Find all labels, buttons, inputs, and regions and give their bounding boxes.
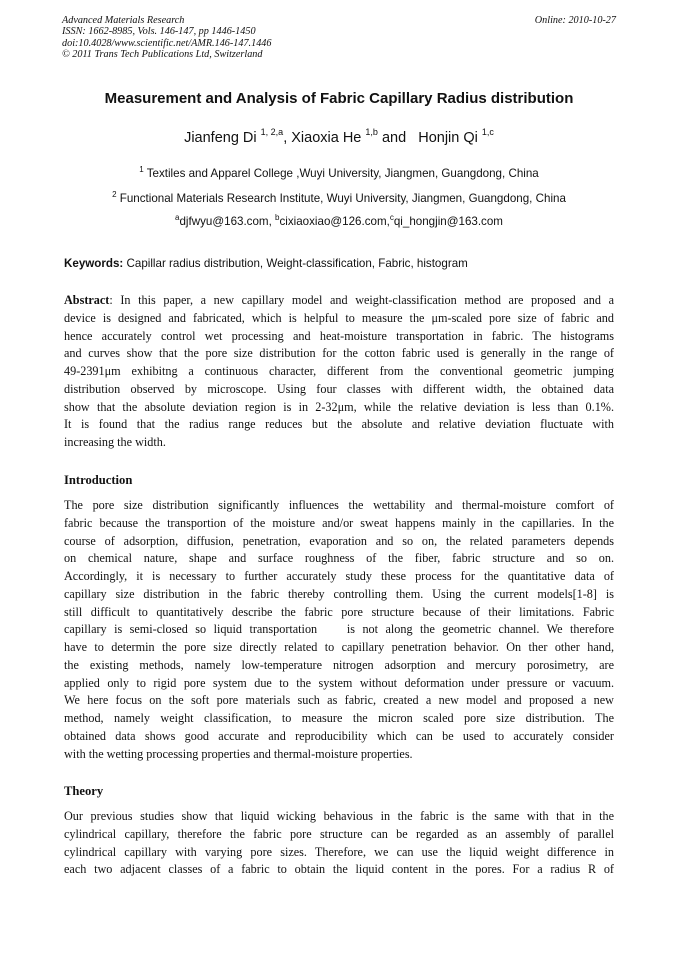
affiliation-number: 1 [139,165,144,174]
abstract-line: device is designed and fabricated, which is helpful to measure the μm-scaled pore size of fabric and [64,310,614,325]
abstract-paragraph [64,292,614,452]
abstract-line-text: : In this paper, a new capillary model and weight-classification method are proposed and a [109,293,614,307]
intro-line: Accordingly, it is necessary to further accurately study these process for the quantitative data of [64,569,614,583]
affiliation-number: 2 [112,190,117,199]
intro-line: obtained data shows good accurate and reproducibility which can be used to accurately consider [64,728,614,743]
author-name: Jianfeng Di [184,130,257,146]
affiliation-1 [0,167,678,180]
intro-line: course of adsorption, diffusion, penetration, evaporation and so on, the related parameters depends [64,533,614,548]
intro-line: the existing methods, namely low-temperature nitrogen adsorption and mercury porosimetry, are [64,657,614,672]
author-emails [0,215,678,228]
abstract-line: increasing the width. [64,435,166,449]
intro-line: We here focus on the soft pore materials such as fabric, created a new model and proposed a new [64,693,614,708]
theory-line: each two adjacent classes of a fabric to obtain the liquid content in the pores. For a radius R of [64,862,614,877]
intro-line: method, namely weight classification, to measure the micron scaled pore size distribution. The [64,711,614,725]
intro-line: The pore size distribution significantly influences the wettability and thermal-moisture comfort of [64,498,614,512]
affiliation-text: Functional Materials Research Institute, Wuyi University, Jiangmen, Guangdong, China [119,192,566,205]
author-separator: and [377,130,419,146]
keywords-line [64,257,616,270]
affiliation-2 [0,192,678,205]
keywords-text: Capillar radius distribution, Weight-classification, Fabric, histogram [123,257,468,270]
online-date: Online: 2010-10-27 [534,15,616,26]
intro-line: capillary is semi-closed so liquid transportation is not along the geometric channel. We therefore [64,622,614,637]
theory-line: cylindrical capillary with varying pore sizes. Therefore, we can use the liquid weight difference in [64,844,614,859]
email-mark: a [175,213,180,222]
theory-line: Our previous studies show that liquid wicking behavious in the fabric is the same with that in the [64,809,614,823]
journal-header [62,15,616,60]
abstract-line [64,292,614,310]
abstract-line: 49-2391μm exhibitng a continuous character, different from the conventional geometric jumping [64,364,614,378]
introduction-paragraph [64,497,614,763]
author-list [0,127,678,146]
journal-name: Advanced Materials Research [62,15,185,26]
author-affiliation-mark: 1, 2,a [260,127,284,137]
email-address: qi_hongjin@163.com [393,215,503,228]
issn-line: ISSN: 1662-8985, Vols. 146-147, pp 1446-1450 [62,26,256,38]
author-affiliation-mark: 1,c [481,127,494,137]
section-heading-introduction: Introduction [64,473,133,487]
abstract-line: and curves show that the pore size distribution for the cotton fabric used is generally in the range of [64,346,614,361]
theory-paragraph [64,808,614,879]
email-address: djfwyu@163.com, [179,215,276,228]
intro-line: with the wetting processing properties and thermal-moisture properties. [64,746,413,761]
intro-line: applied only to rigid pore system due to the system without deformation under pressure or vacuum. [64,675,614,690]
keywords-label: Keywords: [64,257,124,270]
abstract-line: show that the absolute deviation region is in 2-32μm, while the relative deviation is less than 0.1%. [64,399,614,414]
intro-line: still difficult to quantitatively describe the fabric pore structure because of their limitations. Fabric [64,604,614,619]
abstract-line: It is found that the radius range reduces but the absolute and relative deviation fluctuate with [64,417,614,432]
author-name: Xiaoxia He [291,130,362,146]
paper-title: Measurement and Analysis of Fabric Capillary Radius distribution [104,90,574,107]
author-affiliation-mark: 1,b [365,127,378,137]
theory-line: cylindrical capillary, therefore the fabric pore structure can be regarded as an assembly of parallel [64,826,614,841]
intro-line: have to determin the pore size directly related to capillary penetration behavior. On ther other hand, [64,640,614,654]
email-address: cixiaoxiao@126.com, [279,215,390,228]
abstract-line: hence accurately control wet processing and heat-moisture transportation in fabric. The histograms [64,328,614,343]
author-name: Honjin Qi [418,130,478,146]
author-separator: , [283,130,292,146]
intro-line: capillary size distribution in the fabric thereby controlling them. Using the current models[1-8] is [64,586,614,601]
email-mark: b [275,213,280,222]
abstract-line: distribution observed by microscope. Using four classes with different width, the obtained data [64,381,614,396]
abstract-label: Abstract [64,293,110,307]
intro-line: fabric because the transportion of the moisture and/or sweat happens mainly in the capillaries. In the [64,515,614,530]
doi-line: doi:10.4028/www.scientific.net/AMR.146-147.1446 [62,37,272,49]
email-mark: c [389,213,394,222]
section-heading-theory: Theory [64,784,104,798]
intro-line: on chemical nature, shape and surface roughness of the fiber, fabric structure and so on. [64,551,614,566]
affiliation-text: Textiles and Apparel College ,Wuyi University, Jiangmen, Guangdong, China [146,167,539,180]
copyright-line: © 2011 Trans Tech Publications Ltd, Switzerland [62,48,263,60]
